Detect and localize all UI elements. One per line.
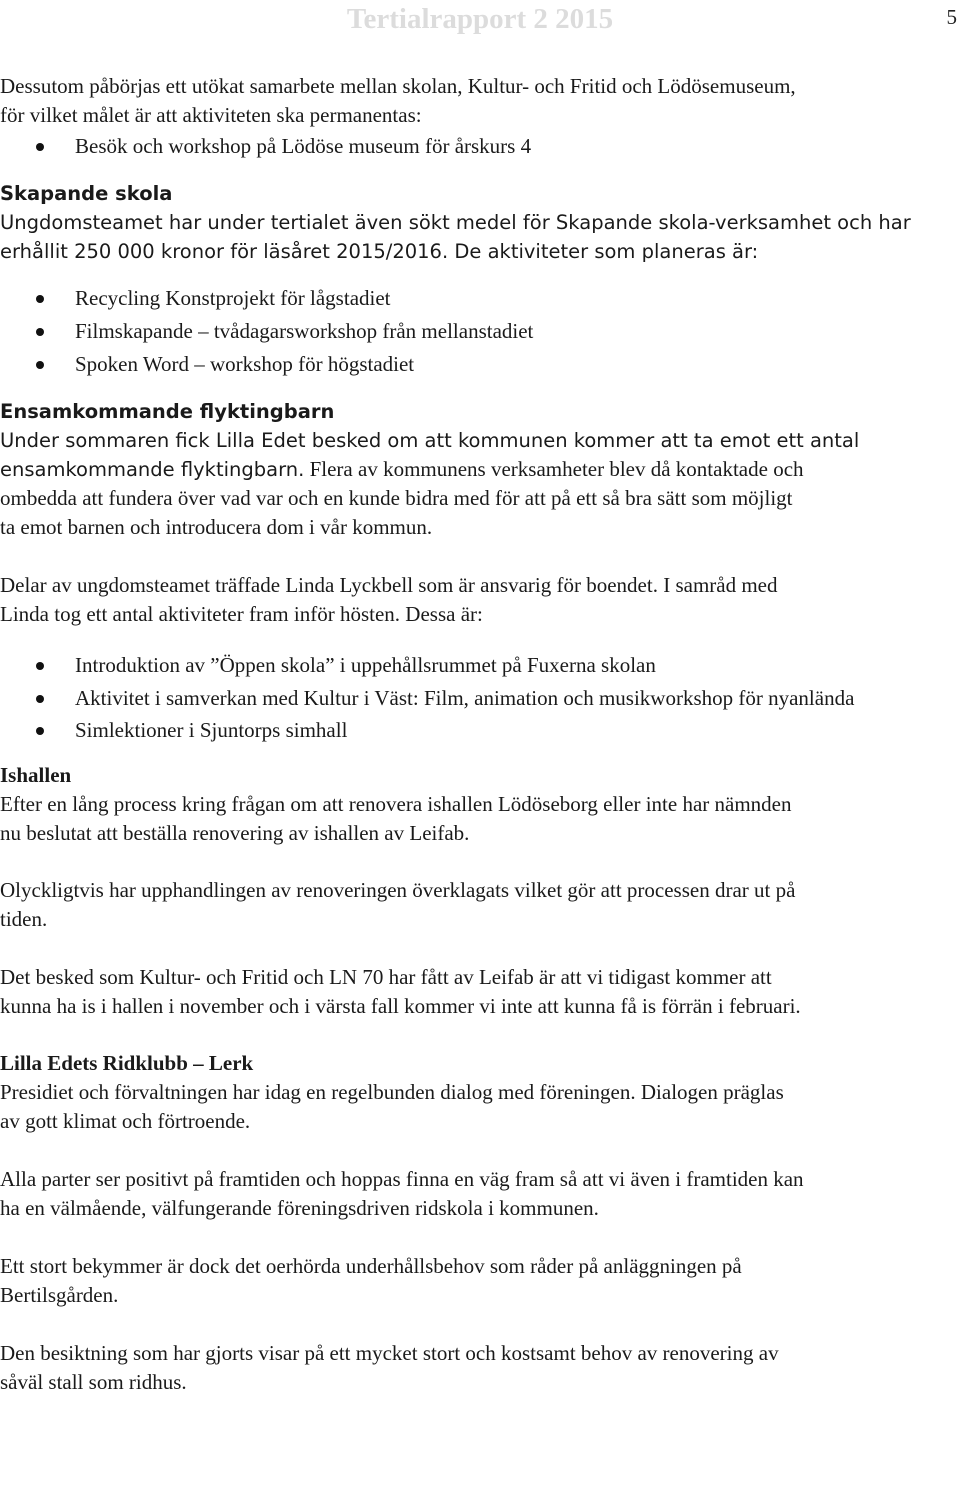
skapande-heading: Skapande skola: [0, 182, 173, 205]
ishallen-p2-line-1: Olyckligtvis har upphandlingen av renoveringen överklagats vilket gör att processen drar ut på: [0, 878, 796, 902]
ridklubb-p4-line-2: såväl stall som ridhus.: [0, 1370, 187, 1394]
skapande-line-1: Ungdomsteamet har under tertialet även sökt medel för Skapande skola-verksamhet och har: [0, 211, 911, 234]
ridklubb-p4-line-1: Den besiktning som har gjorts visar på ett mycket stort och kostsamt behov av renovering av: [0, 1341, 779, 1365]
ensam-line-2: ensamkommande flyktingbarn. Flera av kommunens verksamheter blev då kontaktade och: [0, 457, 804, 481]
ridklubb-p3-line-1: Ett stort bekymmer är dock det oerhörda underhållsbehov som råder på anläggningen på: [0, 1254, 742, 1278]
list-item: Filmskapande – tvådagarsworkshop från mellanstadiet: [0, 315, 960, 348]
list-item: Spoken Word – workshop för högstadiet: [0, 348, 960, 381]
ridklubb-p1-line-1: Presidiet och förvaltningen har idag en regelbunden dialog med föreningen. Dialogen präglas: [0, 1080, 784, 1104]
ridklubb-p3-line-2: Bertilsgården.: [0, 1283, 119, 1307]
list-item: Introduktion av ”Öppen skola” i uppehållsrummet på Fuxerna skolan: [0, 649, 960, 682]
ishallen-p1-line-2: nu beslutat att beställa renovering av ishallen av Leifab.: [0, 821, 470, 845]
ridklubb-p2-line-2: ha en välmående, välfungerande föreningsdriven ridskola i kommunen.: [0, 1196, 599, 1220]
ishallen-p3-line-1: Det besked som Kultur- och Fritid och LN 70 har fått av Leifab är att vi tidigast kommer att: [0, 965, 772, 989]
ishallen-p1-line-1: Efter en lång process kring frågan om att renovera ishallen Lödöseborg eller inte har nämnden: [0, 792, 792, 816]
bullet-icon: [36, 361, 44, 369]
ensam-bullet-list: [0, 649, 960, 747]
ishallen-heading: Ishallen: [0, 763, 72, 787]
ensam-line-4: ta emot barnen och introducera dom i vår kommun.: [0, 515, 433, 539]
ensam-p2-line-2: Linda tog ett antal aktiviteter fram inför hösten. Dessa är:: [0, 602, 483, 626]
intro-line-2: för vilket målet är att aktiviteten ska permanentas:: [0, 103, 422, 127]
bullet-icon: [36, 662, 44, 670]
ensam-p2-line-1: Delar av ungdomsteamet träffade Linda Lyckbell som är ansvarig för boendet. I samråd med: [0, 573, 778, 597]
bullet-icon: [36, 295, 44, 303]
ridklubb-p2-line-1: Alla parter ser positivt på framtiden och hoppas finna en väg fram så att vi även i framtiden kan: [0, 1167, 804, 1191]
bullet-icon: [36, 328, 44, 336]
document-body: [0, 72, 960, 1397]
intro-bullet-list: [0, 130, 960, 163]
list-item: Recycling Konstprojekt för lågstadiet: [0, 282, 960, 315]
list-item: Aktivitet i samverkan med Kultur i Väst: Film, animation och musikworkshop för nyanlända: [0, 682, 935, 714]
ridklubb-heading: Lilla Edets Ridklubb – Lerk: [0, 1051, 254, 1075]
page-number: 5: [946, 5, 957, 29]
list-item: Besök och workshop på Lödöse museum för årskurs 4: [0, 130, 960, 163]
ridklubb-p1-line-2: av gott klimat och förtroende.: [0, 1109, 251, 1133]
bullet-icon: [36, 727, 44, 735]
ensam-heading: Ensamkommande flyktingbarn: [0, 400, 335, 423]
ensam-line-1: Under sommaren fick Lilla Edet besked om att kommunen kommer att ta emot ett antal: [0, 429, 860, 452]
bullet-icon: [36, 143, 44, 151]
ishallen-p2-line-2: tiden.: [0, 907, 48, 931]
skapande-line-2: erhållit 250 000 kronor för läsåret 2015/2016. De aktiviteter som planeras är:: [0, 240, 759, 263]
bullet-icon: [36, 695, 44, 703]
skapande-bullet-list: [0, 282, 960, 381]
list-item: Simlektioner i Sjuntorps simhall: [0, 714, 960, 747]
ensam-line-3: ombedda att fundera över vad var och en kunde bidra med för att på ett så bra sätt som möjligt: [0, 486, 793, 510]
report-header-title: Tertialrapport 2 2015: [346, 3, 614, 35]
ishallen-p3-line-2: kunna ha is i hallen i november och i värsta fall kommer vi inte att kunna få is förrän i februari.: [0, 994, 801, 1018]
intro-line-1: Dessutom påbörjas ett utökat samarbete mellan skolan, Kultur- och Fritid och Lödösemuseum,: [0, 74, 796, 98]
